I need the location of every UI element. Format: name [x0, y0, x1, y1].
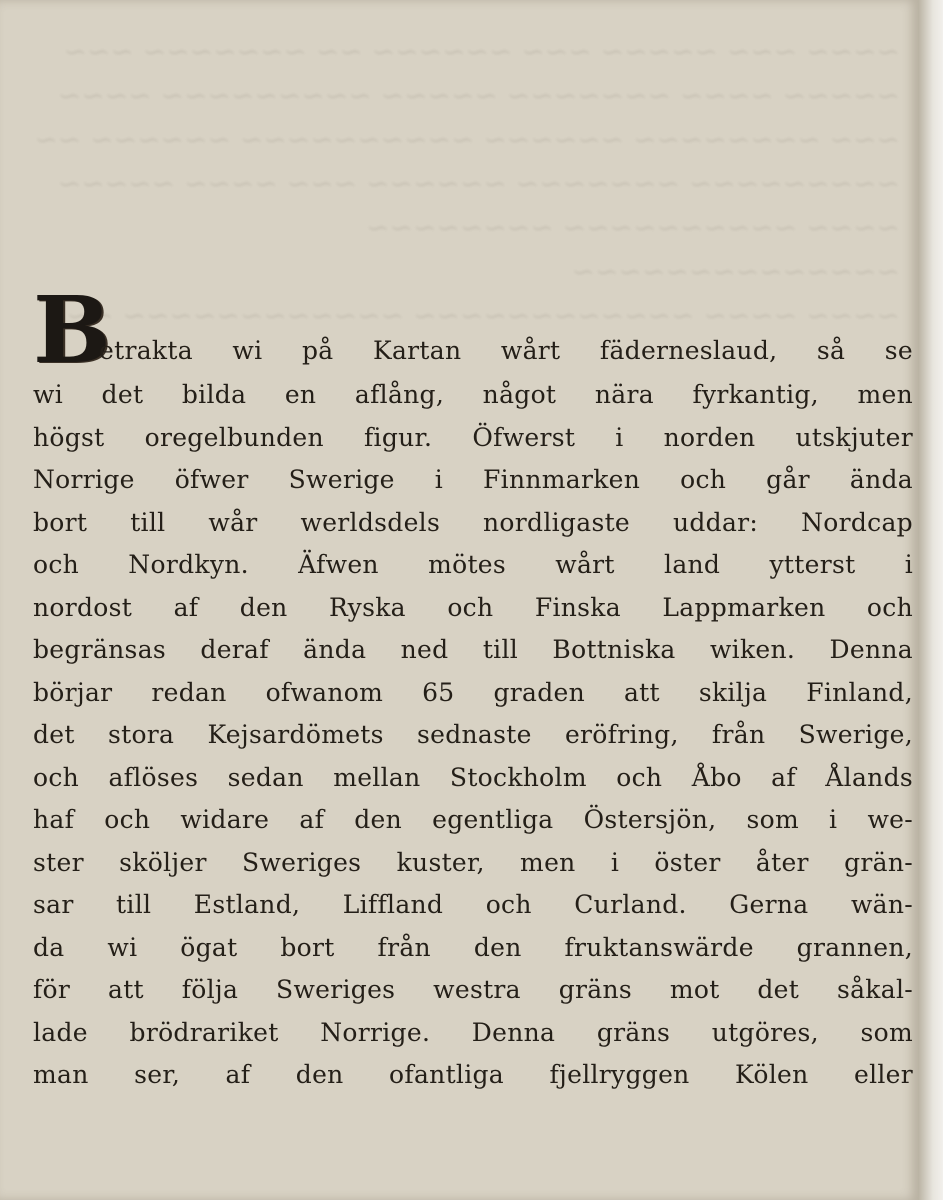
drop-cap: B	[33, 288, 112, 374]
text-line: och Nordkyn. Äfwen mötes wårt land ytterst i	[33, 550, 913, 579]
text-line: begränsas deraf ända ned till Bottniska wiken. Denna	[33, 635, 913, 664]
text-line: och aflöses sedan mellan Stockholm och Åbo af Ålands	[33, 762, 913, 792]
text-line: ster sköljer Sweriges kuster, men i öster åter grän-	[33, 847, 913, 877]
text-line: börjar redan ofwanom 65 graden att skilja Finland,	[33, 677, 913, 707]
first-line	[33, 288, 913, 374]
text-line: Norrige öfwer Swerige i Finnmarken och går ända	[33, 465, 913, 494]
text-line: lade brödrariket Norrige. Denna gräns utgöres, som	[33, 1017, 913, 1047]
body-text	[33, 288, 913, 1097]
text-line: högst oregelbunden figur. Öfwerst i norden utskjuter	[33, 422, 913, 452]
text-line: man ser, af den ofantliga fjellryggen Kölen eller	[33, 1060, 913, 1089]
text-line: sar till Estland, Liffland och Curland. Gerna wän-	[33, 890, 913, 919]
text-line: det stora Kejsardömets sednaste eröfring, från Swerige,	[33, 720, 913, 749]
text-line: wi det bilda en aflång, något nära fyrkantig, men	[33, 380, 913, 409]
text-line: nordost af den Ryska och Finska Lappmarken och	[33, 592, 913, 622]
text-line: haf och widare af den egentliga Östersjön, som i we-	[33, 805, 913, 834]
text-line: da wi ögat bort från den fruktanswärde grannen,	[33, 932, 913, 962]
page-edge	[918, 0, 943, 1200]
first-line-text: etrakta wi på Kartan wårt fäderneslaud, så se	[99, 336, 913, 365]
text-line: bort till wår werldsdels nordligaste uddar: Nordcap	[33, 507, 913, 537]
show-through-from-reverse-page: ~~~~ ~~~ ~~~~~ ~~~ ~~~~~~ ~~ ~~~~~~~ ~~~ ~~~~~ ~~~~ ~~~~~~~ ~~~~~ ~~~~~~~~~ ~~~~ ~~~ ~~~~~~~~ ~~~~~~ ~~~~~~~~~~ ~~~~~~ ~~ ~~~~~~~~~ ~~~~~~~ ~~~~~~ ~~~ ~~~~ ~~~~~ ~~~~ ~~~~~~~~~~ ~~~~~~~~ ~~~~~~~~~~~~~~ ~~~~ ~~~~ ~~~~~~~~~~~~ ~~~~~~~~~~~~ ~~~	[34, 35, 900, 330]
text-line: för att följa Sweriges westra gräns mot det såkal-	[33, 975, 913, 1004]
